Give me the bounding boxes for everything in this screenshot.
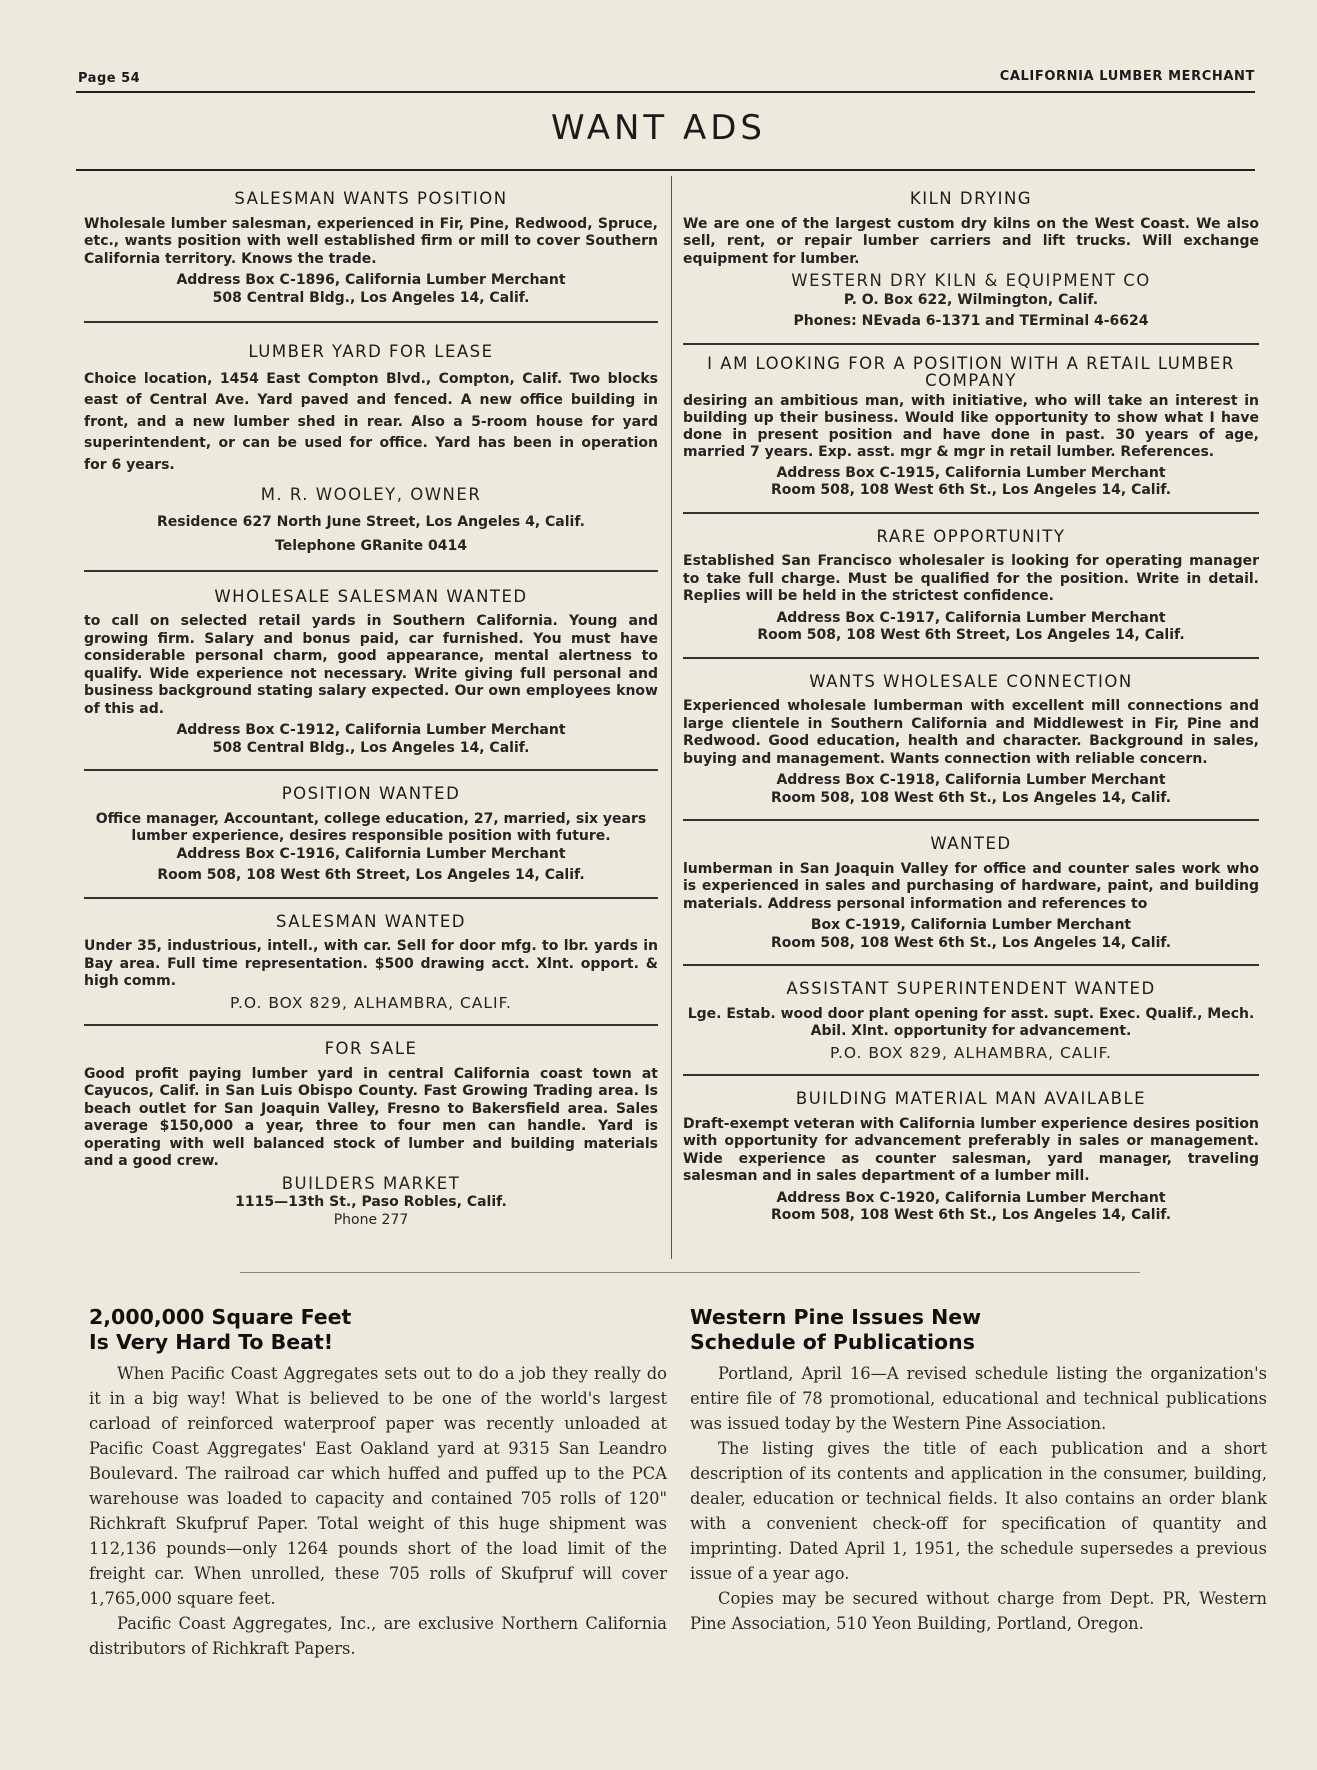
column-divider	[671, 176, 672, 1259]
ad-body: We are one of the largest custom dry kilns on the West Coast. We also sell, rent, or repair lumber carriers and lift trucks. Will exchange equipment for lumber.	[683, 215, 1259, 267]
ad-salesman-wanted	[84, 913, 658, 1013]
ad-address-line: P. O. Box 622, Wilmington, Calif.	[843, 291, 1099, 308]
ad-address-line: Address Box C-1918, California Lumber Merchant	[776, 772, 1166, 788]
ad-address-line: Box C-1919, California Lumber Merchant	[810, 917, 1132, 933]
ad-body: Office manager, Accountant, college education, 27, married, six years lumber experience, desires responsible position with future.	[95, 810, 647, 844]
ad-body: Wholesale lumber salesman, experienced in Fir, Pine, Redwood, Spruce, etc., wants position with well established firm or mill to cover Southern California territory. Knows the trade.	[84, 215, 658, 267]
ad-title: FOR SALE	[324, 1039, 418, 1058]
ad-title: LUMBER YARD FOR LEASE	[248, 342, 494, 361]
ad-title: SALESMAN WANTS POSITION	[234, 189, 508, 208]
ad-separator	[683, 343, 1259, 345]
article-headline-line: Western Pine Issues New	[690, 1305, 982, 1329]
article-paragraph: Copies may be secured without charge from Dept. PR, Western Pine Association, 510 Yeon Building, Portland, Oregon.	[690, 1589, 1267, 1633]
article-western-pine	[690, 1305, 1267, 1636]
ad-title: WHOLESALE SALESMAN WANTED	[214, 586, 528, 606]
ad-contact: P.O. BOX 829, ALHAMBRA, CALIF.	[230, 993, 512, 1012]
ad-address-line: Residence 627 North June Street, Los Angeles 4, Calif.	[157, 513, 585, 530]
ad-wanted	[683, 835, 1259, 952]
ad-separator	[84, 570, 658, 572]
ad-wholesale-salesman-wanted	[84, 588, 658, 758]
ad-body: Under 35, industrious, intell., with car. Sell for door mfg. to lbr. yards in Bay area. Full time representation. $500 drawing acct. Xlnt. opport. & high comm.	[84, 938, 658, 989]
ad-title: WANTED	[930, 834, 1012, 853]
ad-address-line: Room 508, 108 West 6th Street, Los Angeles 14, Calif.	[157, 867, 585, 883]
ad-title: KILN DRYING	[909, 189, 1033, 208]
ad-address-line: Telephone GRanite 0414	[275, 537, 467, 554]
ad-title: POSITION WANTED	[281, 784, 461, 803]
ad-title: SALESMAN WANTED	[275, 911, 467, 931]
ad-address-line: Room 508, 108 West 6th St., Los Angeles 14, Calif.	[770, 482, 1172, 498]
ad-address-line: Address Box C-1912, California Lumber Merchant	[176, 722, 566, 738]
ad-separator	[84, 1024, 658, 1026]
ad-address-line: Address Box C-1915, California Lumber Merchant	[776, 464, 1166, 481]
ad-address-line: Address Box C-1896, California Lumber Merchant	[176, 272, 566, 288]
ad-address-line: Room 508, 108 West 6th St., Los Angeles 14, Calif.	[770, 934, 1172, 951]
ad-address-line: 508 Central Bldg., Los Angeles 14, Calif.	[212, 739, 530, 756]
ad-address-line: Room 508, 108 West 6th Street, Los Angeles 14, Calif.	[757, 627, 1185, 643]
ad-owner: BUILDERS MARKET	[281, 1173, 461, 1193]
ad-kiln-drying	[683, 190, 1259, 331]
ad-lumber-yard-for-lease	[84, 343, 658, 558]
ad-owner: WESTERN DRY KILN & EQUIPMENT CO	[791, 271, 1151, 290]
article-paragraph: The listing gives the title of each publication and a short description of its contents and application in the consumer, building, dealer, education or technical fields. It also contains an order blank with a convenient check-off for specification of quantity and imprinting. Dated April 1, 1951, the schedule supersedes a previous issue of a year ago.	[690, 1439, 1267, 1583]
ad-body: Established San Francisco wholesaler is looking for operating manager to take full charge. Must be qualified for the position. Write in detail. Replies will be held in the strictest confidence.	[683, 553, 1259, 604]
ad-separator	[683, 512, 1259, 514]
ad-wants-wholesale-connection	[683, 673, 1259, 808]
ad-body: to call on selected retail yards in Southern California. Young and growing firm. Salary and bonus paid, car furnished. You must have considerable personal charm, good appearance, mental alertness to qualify. Wide experience not necessary. Write giving full personal and business background stating salary expected. Our own employees know of this ad.	[84, 613, 658, 717]
ad-title: RARE OPPORTUNITY	[876, 526, 1066, 546]
ad-address-line: 508 Central Bldg., Los Angeles 14, Calif.	[212, 289, 530, 306]
article-paragraph: Portland, April 16—A revised schedule listing the organization's entire file of 78 promotional, educational and technical publications was issued today by the Western Pine Association.	[690, 1364, 1267, 1433]
ad-rare-opportunity	[683, 528, 1259, 645]
ad-body: lumberman in San Joaquin Valley for office and counter sales work who is experienced in sales and purchasing of hardware, paint, and building materials. Address personal information and references to	[683, 860, 1259, 912]
ads-left-column	[84, 190, 658, 1229]
articles-rule	[240, 1272, 1140, 1273]
article-headline-line: 2,000,000 Square Feet	[89, 1305, 352, 1329]
ad-separator	[84, 769, 658, 771]
ad-body: Experienced wholesale lumberman with excellent mill connections and large clientele in Southern California and Middlewest in Fir, Pine and Redwood. Good education, health and character. Background in sales, buying and management. Wants connection with reliable concern.	[683, 698, 1259, 767]
ad-separator	[683, 819, 1259, 821]
ad-title: WANTS WHOLESALE CONNECTION	[809, 671, 1133, 691]
ad-owner: M. R. WOOLEY, OWNER	[260, 485, 482, 504]
title-rule	[76, 169, 1255, 171]
article-paragraph: Pacific Coast Aggregates, Inc., are exclusive Northern California distributors of Richkraft Papers.	[89, 1614, 667, 1658]
section-title: WANT ADS	[550, 108, 767, 148]
ad-separator	[683, 1074, 1259, 1076]
ad-address-line: Address Box C-1917, California Lumber Merchant	[776, 609, 1166, 626]
ad-body: Good profit paying lumber yard in central California coast town at Cayucos, Calif. in San Luis Obispo County. Fast Growing Trading area. Is beach outlet for San Joaquin Valley, Fresno to Bakersfield area. Sales average $150,000 a year, three to four men can handle. Yard is operating with well balanced stock of lumber and building materials and a good crew.	[84, 1065, 658, 1169]
ad-contact: P.O. BOX 829, ALHAMBRA, CALIF.	[830, 1043, 1112, 1062]
ads-right-column	[683, 190, 1259, 1225]
ad-body: Draft-exempt veteran with California lumber experience desires position with opportunity for advancement preferably in sales or management. Wide experience as counter salesman, yard manager, traveling salesman and in sales department of a lumber mill.	[683, 1115, 1259, 1184]
ad-address-line: Phones: NEvada 6-1371 and TErminal 4-6624	[793, 313, 1149, 329]
ad-for-sale	[84, 1040, 658, 1229]
ad-address-line: Room 508, 108 West 6th St., Los Angeles 14, Calif.	[770, 1207, 1172, 1223]
ad-salesman-wants-position	[84, 190, 658, 307]
ad-address-line: Address Box C-1916, California Lumber Merchant	[176, 845, 566, 862]
ad-building-material-man-available	[683, 1090, 1259, 1225]
ad-separator	[683, 964, 1259, 966]
article-headline-line: Is Very Hard To Beat!	[89, 1330, 334, 1354]
ad-address-line: 1115—13th St., Paso Robles, Calif.	[235, 1194, 507, 1210]
page-number: Page 54	[78, 71, 141, 86]
ad-looking-for-position	[683, 355, 1259, 500]
header-rule	[76, 91, 1255, 93]
article-headline	[89, 1305, 667, 1355]
ad-address-line: Address Box C-1920, California Lumber Merchant	[776, 1189, 1166, 1206]
ad-body: Choice location, 1454 East Compton Blvd., Compton, Calif. Two blocks east of Central Ave. Yard paved and fenced. A new office building in front, and a new lumber shed in rear. Also a 5-room house for yard superintendent, or can be used for office. Yard has been in operation for 6 years.	[84, 370, 658, 473]
ad-position-wanted	[84, 785, 658, 885]
ad-address-line: Room 508, 108 West 6th St., Los Angeles 14, Calif.	[770, 789, 1172, 806]
ad-separator	[84, 897, 658, 899]
ad-body: desiring an ambitious man, with initiative, who will take an interest in building up their business. Would like opportunity to show what I have done in present position and have done in past. 30 years of age, married 7 years. Exp. asst. mgr & mgr in retail lumber. References.	[683, 392, 1259, 460]
publication-name: CALIFORNIA LUMBER MERCHANT	[999, 69, 1255, 84]
ad-separator	[683, 657, 1259, 659]
ad-body: Lge. Estab. wood door plant opening for asst. supt. Exec. Qualif., Mech. Abil. Xlnt. opportunity for advancement.	[687, 1005, 1255, 1039]
ad-title: ASSISTANT SUPERINTENDENT WANTED	[786, 979, 1156, 998]
ad-address-line: Phone 277	[333, 1211, 409, 1228]
ad-title: I AM LOOKING FOR A POSITION WITH A RETAIL LUMBER COMPANY	[707, 353, 1235, 390]
article-headline	[690, 1305, 1267, 1355]
ad-separator	[84, 321, 658, 323]
article-headline-line: Schedule of Publications	[690, 1330, 975, 1354]
ad-assistant-superintendent-wanted	[683, 980, 1259, 1062]
ad-title: BUILDING MATERIAL MAN AVAILABLE	[795, 1089, 1147, 1108]
article-paragraph: When Pacific Coast Aggregates sets out to do a job they really do it in a big way! What is believed to be one of the world's largest carload of reinforced waterproof paper was recently unloaded at Pacific Coast Aggregates' East Oakland yard at 9315 San Leandro Boulevard. The railroad car which huffed and puffed up to the PCA warehouse was loaded to capacity and contained 705 rolls of 120" Richkraft Skufpruf Paper. Total weight of this huge shipment was 112,136 pounds—only 1264 pounds short of the load limit of the freight car. When unrolled, these 705 rolls of Skufpruf will cover 1,765,000 square feet.	[89, 1364, 667, 1608]
article-square-feet	[89, 1305, 667, 1661]
